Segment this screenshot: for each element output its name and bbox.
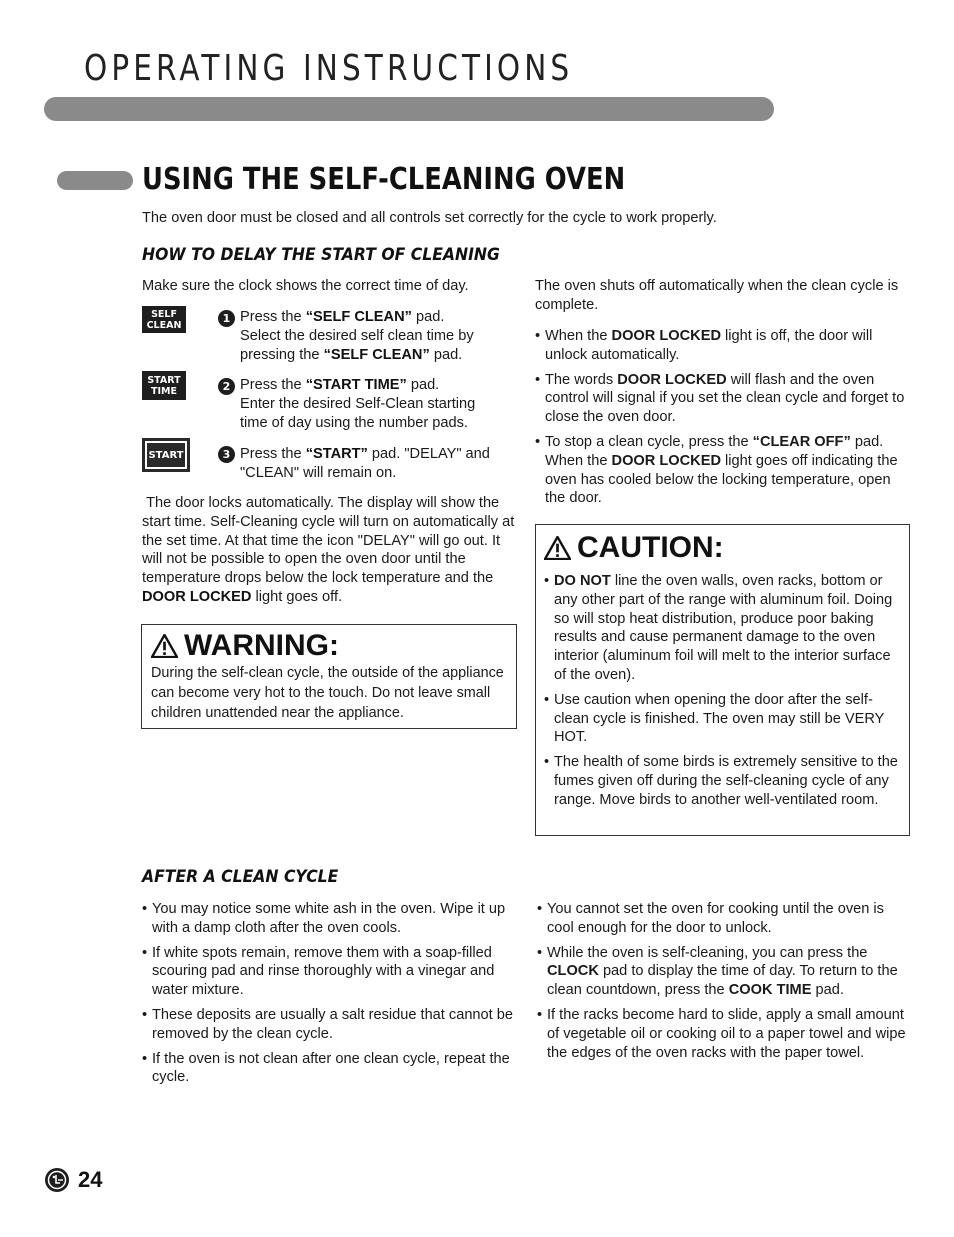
list-item: • These deposits are usually a salt residue that cannot be removed by the clean cycle. <box>142 1006 520 1044</box>
after-heading: AFTER A CLEAN CYCLE <box>142 867 339 887</box>
step-number: 1 <box>218 310 235 327</box>
pad-label-line: SELF <box>151 308 177 320</box>
list-item: • You may notice some white ash in the oven. Wipe it up with a damp cloth after the oven cools. <box>142 900 520 938</box>
caution-heading <box>544 529 899 567</box>
pad-label: START <box>148 449 184 461</box>
caution-bullet-list <box>544 572 899 810</box>
warning-triangle-icon <box>151 634 178 658</box>
warning-heading <box>151 629 508 663</box>
lg-logo-icon <box>45 1168 69 1192</box>
list-item: • While the oven is self-cleaning, you can press the CLOCK pad to display the time of day. To return to the clean countdown, press the COOK TIME pad. <box>537 944 913 1000</box>
warning-text: During the self-clean cycle, the outside of the appliance can become very hot to the touch. Do not leave small children unattended near the appliance. <box>151 665 504 721</box>
section-intro: The oven door must be closed and all controls set correctly for the cycle to work properly. <box>142 210 717 226</box>
caution-box <box>535 524 910 836</box>
section-pill <box>57 171 133 190</box>
after-right-list <box>537 900 913 1062</box>
page-number: 24 <box>78 1167 103 1192</box>
warning-triangle-icon <box>544 536 571 560</box>
list-item: • You cannot set the oven for cooking until the oven is cool enough for the door to unlock. <box>537 900 913 938</box>
step-number: 3 <box>218 446 235 463</box>
step-1-text: Press the “SELF CLEAN” pad. Select the desired self clean time by pressing the “SELF CLEAN” pad. <box>240 309 474 363</box>
list-item: • When the DOOR LOCKED light is off, the door will unlock automatically. <box>535 327 913 365</box>
list-item: • The words DOOR LOCKED will flash and the oven control will signal if you set the clean cycle and forget to close the oven door. <box>535 371 913 427</box>
start-pad-icon <box>142 438 190 472</box>
right-bullet-list <box>535 327 913 508</box>
page-title: OPERATING INSTRUCTIONS <box>84 48 574 89</box>
step-number: 2 <box>218 378 235 395</box>
pad-label-line: START <box>147 374 181 386</box>
caution-title: CAUTION: <box>577 531 724 564</box>
list-item: • DO NOT line the oven walls, oven racks, bottom or any other part of the range with aluminum foil. Doing so will stop heat distribution, produce poor baking results and cause permanent damage to the oven interior (aluminum foil will melt to the interior surface of the oven). <box>544 572 899 685</box>
pad-label-line: CLEAN <box>146 319 182 331</box>
right-intro: The oven shuts off automatically when the clean cycle is complete. <box>535 278 899 313</box>
list-item: • If the oven is not clean after one clean cycle, repeat the cycle. <box>142 1050 520 1088</box>
clock-note: Make sure the clock shows the correct time of day. <box>142 278 469 294</box>
warning-box <box>141 624 517 729</box>
list-item: • To stop a clean cycle, press the “CLEAR OFF” pad. When the DOOR LOCKED light goes off indicating the oven has cooled below the locking temperature, open the door. <box>535 433 913 508</box>
pad-label-line: TIME <box>151 385 177 397</box>
delay-heading: HOW TO DELAY THE START OF CLEANING <box>142 245 500 265</box>
section-title: USING THE SELF-CLEANING OVEN <box>142 162 626 197</box>
step-2-text: Press the “START TIME” pad. Enter the desired Self-Clean starting time of day using the number pads. <box>240 377 476 431</box>
after-left-list <box>142 900 520 1087</box>
door-lock-paragraph: The door locks automatically. The display will show the start time. Self-Cleaning cycle will turn on automatically at the set time. At that time the icon "DELAY" will go out. It will not be possible to open the oven door until the temperature drops below the lock temperature and the DOOR LOCKED light goes off. <box>142 495 519 605</box>
list-item: • Use caution when opening the door after the self-clean cycle is finished. The oven may still be VERY HOT. <box>544 691 899 747</box>
step-3-text: Press the “START” pad. "DELAY" and "CLEAN" will remain on. <box>240 446 490 481</box>
list-item: • If white spots remain, remove them with a soap-filled scouring pad and rinse thoroughly with a vinegar and water mixture. <box>142 944 520 1000</box>
self-clean-pad-icon <box>142 306 186 333</box>
list-item: • If the racks become hard to slide, apply a small amount of vegetable oil or cooking oil to a paper towel and wipe the edges of the oven racks with the paper towel. <box>537 1006 913 1062</box>
start-time-pad-icon <box>142 371 186 400</box>
list-item: • The health of some birds is extremely sensitive to the fumes given off during the self-cleaning cycle of any range. Move birds to another well-ventilated room. <box>544 753 899 809</box>
title-bar <box>44 97 774 121</box>
warning-title: WARNING: <box>184 629 339 662</box>
